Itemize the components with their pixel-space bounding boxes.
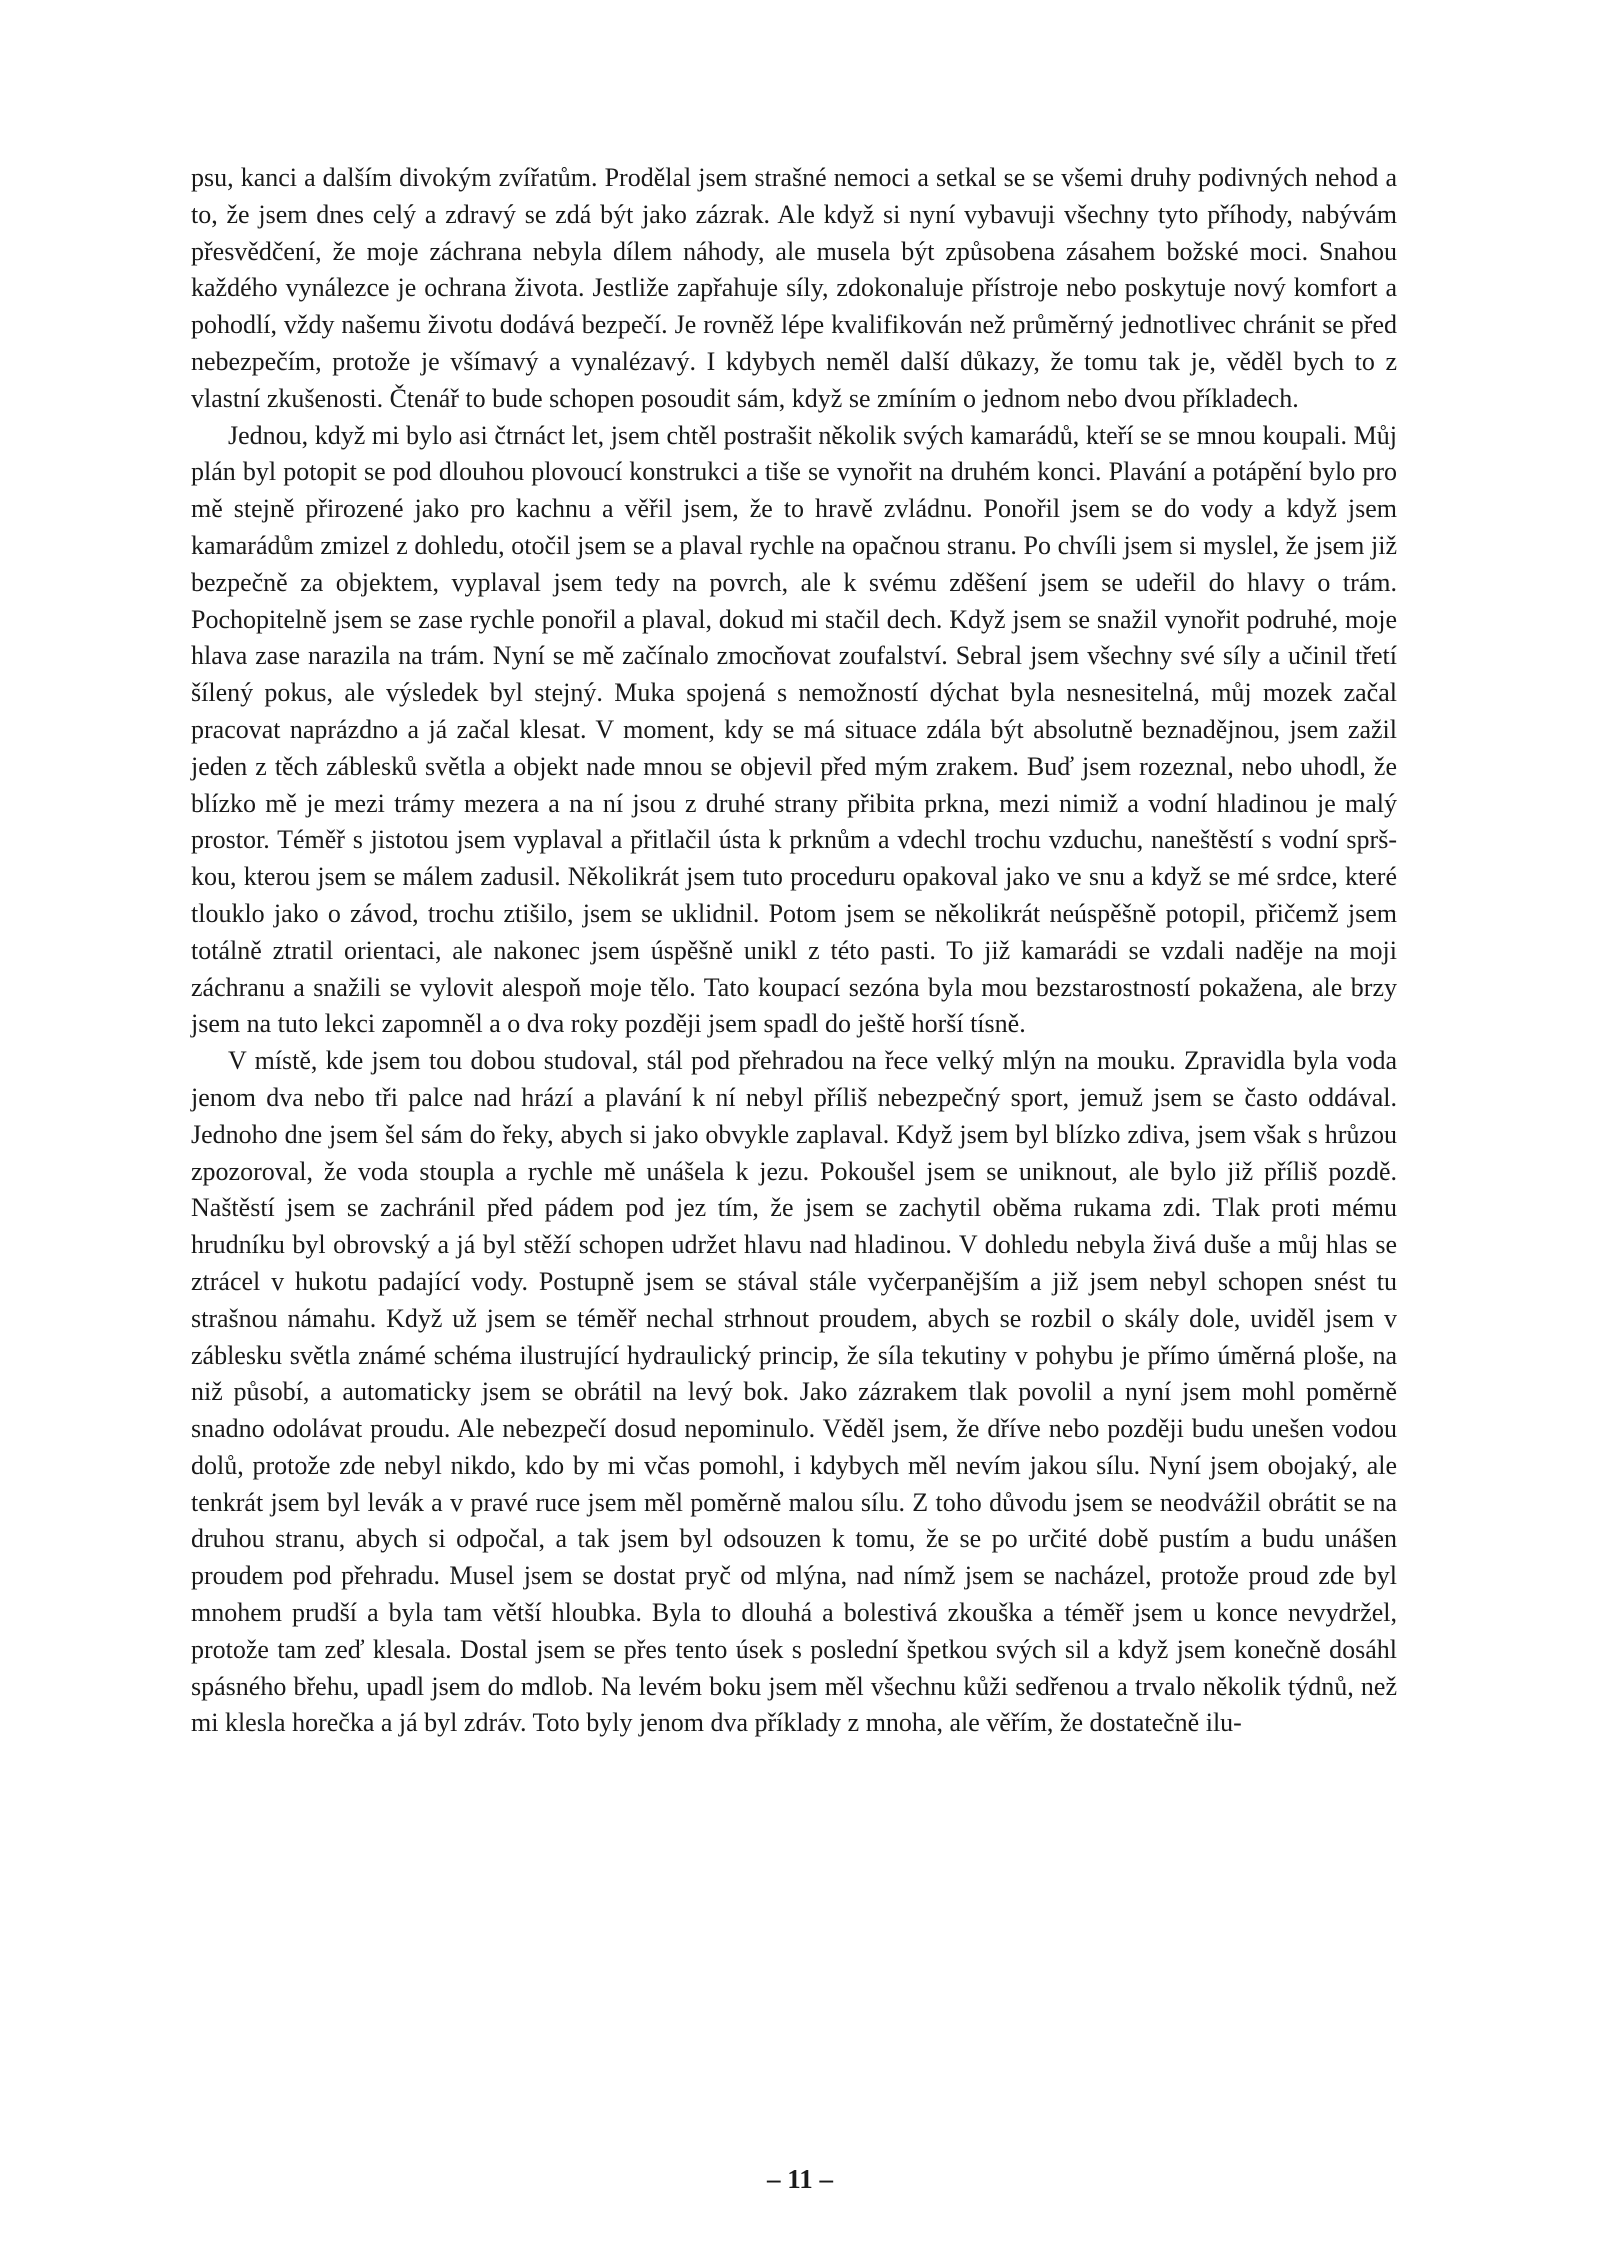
paragraph-continuation: psu, kanci a dalším divokým zvířatům. Prodělal jsem strašné nemoci a setkal se se všemi druhy podivných nehod a to, že jsem dnes celý a zdravý se zdá být jako zázrak. Ale když si nyní vybavuji všechny tyto příhody, nabývám přesvědčení, že moje záchrana nebyla dílem náhody, ale musela být způsobena zásahem božské moci. Snahou každého vynálezce je ochrana života. Jestliže zapřahuje síly, zdokonaluje přístroje nebo poskytuje nový komfort a pohodlí, vždy našemu životu dodává bezpečí. Je rovněž lépe kvalifikován než průměrný jednotlivec chránit se před nebezpečím, protože je všímavý a vynalézavý. I kdybych neměl další důkazy, že tomu tak je, věděl bych to z vlastní zkušenosti. Čtenář to bude schopen posoudit sám, když se zmíním o jednom nebo dvou příkladech. bbox=[191, 163, 1397, 413]
page-number: – 11 – bbox=[766, 2164, 833, 2194]
page-body bbox=[191, 160, 1397, 1742]
paragraph-swimming-incident: Jednou, když mi bylo asi čtrnáct let, jsem chtěl postrašit několik svých kamarádů, kteří se se mnou koupali. Můj plán byl potopit se pod dlouhou plovoucí konstrukci a tiše se vynořit na druhém konci. Plavání a potápění bylo pro mě stejně přirozené jako pro kachnu a věřil jsem, že to hravě zvládnu. Ponořil jsem se do vody a když jsem kamarádům zmizel z dohledu, otočil jsem se a plaval rychle na opačnou stranu. Po chvíli jsem si myslel, že jsem již bezpečně za objektem, vyplaval jsem tedy na povrch, ale k svému zděšení jsem se udeřil do hlavy o trám. Pochopitelně jsem se zase rychle ponořil a plaval, dokud mi stačil dech. Když jsem se snažil vynořit podruhé, moje hlava zase narazila na trám. Nyní se mě začínalo zmocňovat zoufalství. Sebral jsem všechny své síly a učinil třetí šílený pokus, ale výsledek byl stejný. Muka spojená s nemožností dýchat byla nesnesitelná, můj mozek začal pracovat naprázdno a já začal klesat. V moment, kdy se má situace zdála být absolutně beznadějnou, jsem zažil jeden z těch záblesků světla a objekt nade mnou se objevil před mým zrakem. Buď jsem rozeznal, nebo uhodl, že blízko mě je mezi trámy mezera a na ní jsou z druhé strany přibita prkna, mezi nimiž a vodní hladinou je malý prostor. Téměř s jistotou jsem vyplaval a přitlačil ústa k prknům a vdechl trochu vzduchu, naneštěstí s vodní sprškou, kterou jsem se málem zadusil. Několikrát jsem tuto proceduru opakoval jako ve snu a když se mé srdce, které tlouklo jako o závod, trochu ztišilo, jsem se uklidnil. Potom jsem se několikrát neúspěšně potopil, přičemž jsem totálně ztratil orientaci, ale nakonec jsem úspěšně unikl z této pasti. To již kamarádi se vzdali naděje na moji záchranu a snažili se vylovit alespoň moje tělo. Tato koupací sezóna byla mou bezstarostností pokažena, ale brzy jsem na tuto lekci zapomněl a o dva roky později jsem spadl do ještě horší tísně. bbox=[191, 420, 1397, 1039]
paragraph-mill-dam-incident: V místě, kde jsem tou dobou studoval, stál pod přehradou na řece velký mlýn na mouku. Zpravidla byla voda jenom dva nebo tři palce nad hrází a plavání k ní nebyl příliš nebezpečný sport, jemuž jsem se často oddával. Jednoho dne jsem šel sám do řeky, abych si jako obvykle zaplaval. Když jsem byl blízko zdiva, jsem však s hrůzou zpozoroval, že voda stoupla a rychle mě unášela k jezu. Pokoušel jsem se uniknout, ale bylo již příliš pozdě. Naštěstí jsem se zachránil před pádem pod jez tím, že jsem se zachytil oběma rukama zdi. Tlak proti mému hrudníku byl obrovský a já byl stěží schopen udržet hlavu nad hladinou. V dohledu nebyla živá duše a můj hlas se ztrácel v hukotu padající vody. Postupně jsem se stával stále vyčerpanějším a již jsem nebyl schopen snést tu strašnou námahu. Když už jsem se téměř nechal strhnout proudem, abych se rozbil o skály dole, uviděl jsem v záblesku světla známé schéma ilustrující hydraulický princip, že síla tekutiny v pohybu je přímo úměrná ploše, na niž působí, a automaticky jsem se obrátil na levý bok. Jako zázrakem tlak povolil a nyní jsem mohl poměrně snadno odolávat proudu. Ale nebezpečí dosud nepominulo. Věděl jsem, že dříve nebo později budu unešen vodou dolů, protože zde nebyl nikdo, kdo by mi včas pomohl, i kdybych měl nevím jakou sílu. Nyní jsem obojaký, ale tenkrát jsem byl levák a v pravé ruce jsem měl poměrně malou sílu. Z toho důvodu jsem se neodvážil obrátit se na druhou stranu, abych si odpočal, a tak jsem byl odsouzen k tomu, že se po určité době pustím a budu unášen proudem pod přehradu. Musel jsem se dostat pryč od mlýna, nad nímž jsem se nacházel, protože proud zde byl mnohem prudší a byla tam větší hloubka. Byla to dlouhá a bolestivá zkouška a téměř jsem u konce nevydržel, protože tam zeď klesala. Dostal jsem se přes tento úsek s poslední špetkou svých sil a když jsem konečně dosáhl spásného břehu, upadl jsem do mdlob. Na levém boku jsem měl všechnu kůži sedřenou a trvalo několik týdnů, než mi klesla horečka a já byl zdráv. Toto byly jenom dva příklady z mnoha, ale věřím, že dostatečně ilu- bbox=[191, 1046, 1397, 1738]
